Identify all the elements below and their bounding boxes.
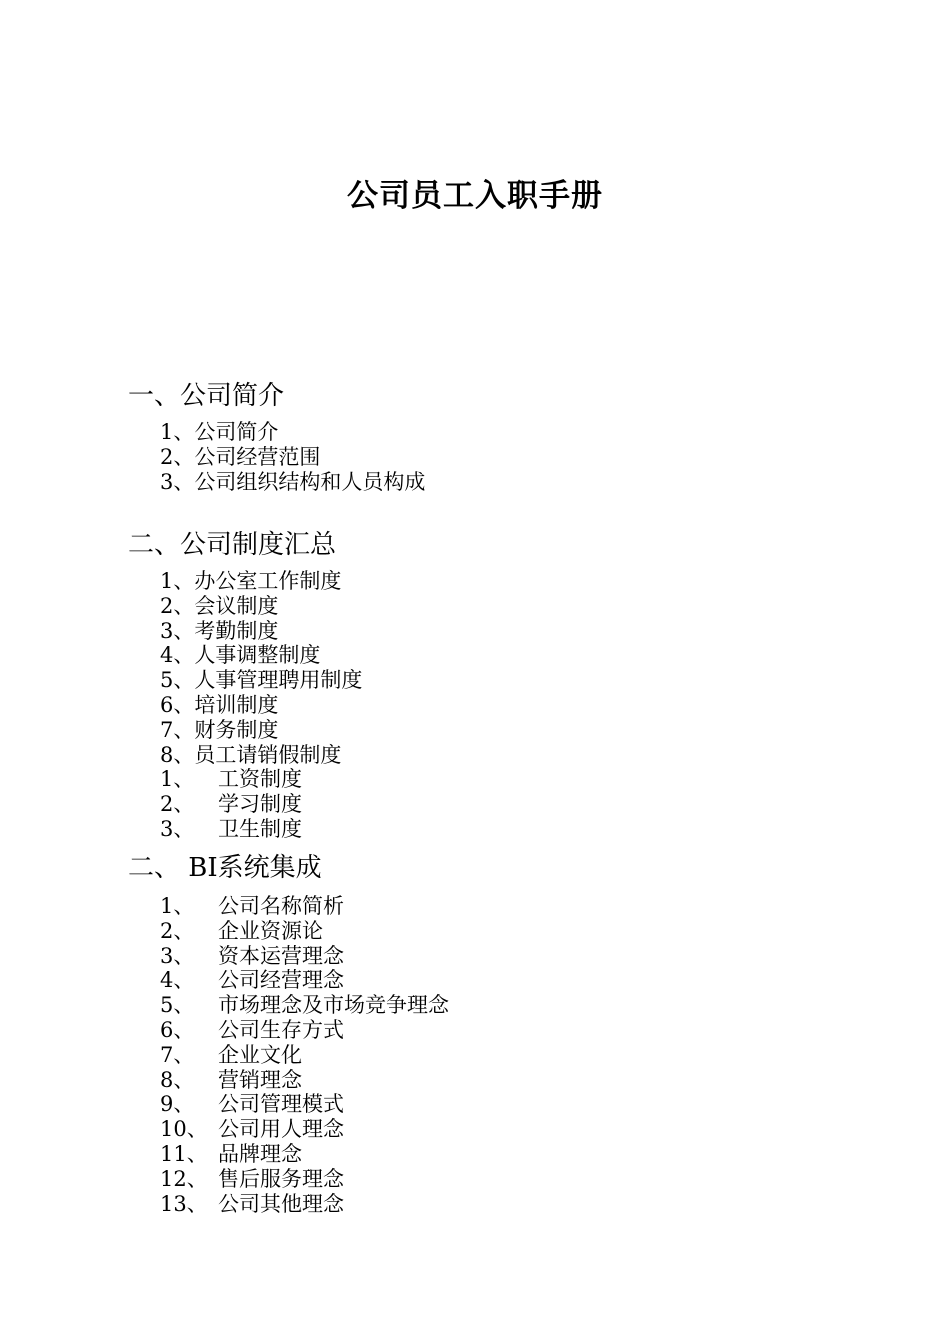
list-item: [160, 643, 362, 668]
section-heading-company-intro: 一、公司简介: [128, 381, 285, 411]
item-text: 人事管理聘用制度: [194, 668, 363, 693]
list-item: [160, 594, 362, 619]
section-list-company-intro: [160, 420, 425, 494]
item-text: 市场理念及市场竞争理念: [218, 993, 449, 1018]
item-number: 12、: [160, 1166, 208, 1191]
item-number: 2、: [160, 918, 195, 943]
item-text: 公司生存方式: [218, 1017, 344, 1042]
item-text: 人事调整制度: [194, 643, 321, 668]
list-item: [160, 1018, 449, 1043]
list-item: [160, 743, 362, 768]
item-number: 3、: [160, 943, 195, 968]
item-text: 公司经营理念: [218, 968, 344, 993]
item-number: 6、: [160, 692, 195, 717]
list-item: [160, 420, 425, 445]
item-number: 8、: [160, 742, 195, 767]
item-text: 员工请销假制度: [194, 742, 342, 767]
item-number: 13、: [160, 1191, 208, 1216]
list-item: [160, 1142, 449, 1167]
list-item: [160, 919, 449, 944]
section-list-bi-system: [160, 894, 449, 1216]
document-title: 公司员工入职手册: [347, 178, 603, 214]
list-item: [160, 1192, 449, 1217]
item-number: 1、: [160, 569, 195, 593]
item-text: 售后服务理念: [218, 1166, 344, 1191]
item-number: 8、: [160, 1067, 195, 1092]
list-item: [160, 569, 362, 594]
item-number: 2、: [160, 792, 195, 817]
item-number: 5、: [160, 668, 195, 693]
item-number: 10、: [160, 1117, 208, 1142]
item-text: 公司经营范围: [194, 444, 321, 469]
list-item: [160, 693, 362, 718]
item-number: 2、: [160, 593, 195, 618]
item-number: 1、: [160, 420, 195, 444]
item-number: 4、: [160, 968, 195, 993]
list-item: [160, 767, 362, 792]
list-item: [160, 1167, 449, 1192]
section-list-company-policies: [160, 569, 362, 842]
list-item: [160, 1068, 449, 1093]
item-number: 6、: [160, 1017, 195, 1042]
list-item: [160, 1117, 449, 1142]
section-heading-bi-system: 二、 BI系统集成: [128, 853, 322, 883]
item-number: 2、: [160, 444, 195, 469]
list-item: [160, 445, 425, 470]
list-item: [160, 619, 362, 644]
item-text: 办公室工作制度: [194, 569, 342, 593]
item-text: 公司用人理念: [218, 1117, 344, 1142]
item-text: 企业文化: [218, 1042, 302, 1067]
list-item: [160, 894, 449, 919]
item-text: 卫生制度: [218, 816, 302, 841]
item-number: 1、: [160, 767, 195, 792]
item-number: 1、: [160, 894, 195, 918]
item-number: 3、: [160, 618, 195, 643]
list-item: [160, 817, 362, 842]
item-text: 企业资源论: [218, 918, 323, 943]
list-item: [160, 944, 449, 969]
item-text: 品牌理念: [218, 1141, 302, 1166]
list-item: [160, 968, 449, 993]
item-text: 会议制度: [194, 593, 279, 618]
item-text: 学习制度: [218, 792, 302, 817]
section-heading-company-policies: 二、公司制度汇总: [128, 530, 337, 560]
item-text: 工资制度: [218, 767, 302, 792]
item-number: 7、: [160, 1042, 195, 1067]
item-number: 11、: [160, 1141, 208, 1166]
list-item: [160, 792, 362, 817]
item-number: 7、: [160, 717, 195, 742]
list-item: [160, 1043, 449, 1068]
item-text: 营销理念: [218, 1067, 302, 1092]
item-number: 3、: [160, 816, 195, 841]
item-text: 资本运营理念: [218, 943, 344, 968]
list-item: [160, 993, 449, 1018]
item-text: 公司名称简析: [218, 894, 344, 918]
list-item: [160, 668, 362, 693]
item-text: 公司其他理念: [218, 1191, 344, 1216]
item-text: 财务制度: [194, 717, 279, 742]
item-text: 公司简介: [194, 420, 279, 444]
item-text: 公司组织结构和人员构成: [194, 469, 426, 494]
item-number: 3、: [160, 469, 195, 494]
list-item: [160, 718, 362, 743]
list-item: [160, 1092, 449, 1117]
item-text: 培训制度: [194, 692, 279, 717]
item-number: 4、: [160, 643, 195, 668]
list-item: [160, 470, 425, 495]
item-number: 5、: [160, 993, 195, 1018]
item-number: 9、: [160, 1092, 195, 1117]
item-text: 考勤制度: [194, 618, 279, 643]
item-text: 公司管理模式: [218, 1092, 344, 1117]
